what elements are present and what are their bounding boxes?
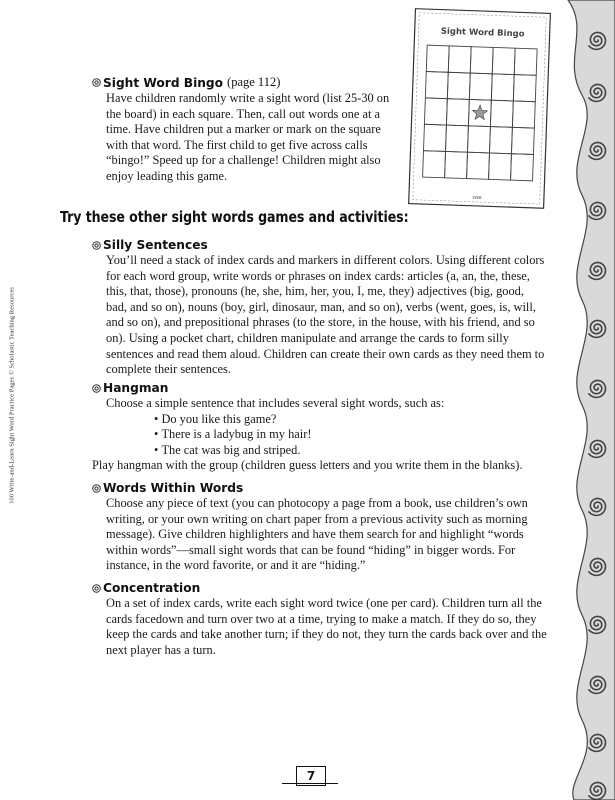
- bingo-activity: [92, 75, 547, 185]
- section-heading: Try these other sight words games and activities:: [60, 208, 409, 226]
- bingo-activity-title-row: [92, 75, 547, 90]
- swirl-bullet-icon: [92, 584, 101, 593]
- silly-sentences-title: Silly Sentences: [103, 238, 208, 252]
- hangman-after: Play hangman with the group (children guess letters and you write them in the blanks).: [92, 458, 523, 473]
- copyright-credit: 100 Write-and-Learn Sight Word Practice Pages © Scholastic Teaching Resources: [8, 287, 16, 504]
- silly-sentences-title-row: [92, 238, 547, 252]
- bingo-activity-title: Sight Word Bingo: [103, 75, 224, 90]
- hangman-example: • The cat was big and striped.: [154, 443, 547, 459]
- hangman-example-list: [92, 412, 547, 459]
- words-within-words-title-row: [92, 481, 547, 495]
- swirl-bullet-icon: [92, 384, 101, 393]
- bingo-activity-body: Have children randomly write a sight word (list 25-30 on the board) in each square. Then, call out words one at a time. Have children put a marker or mark on the square with that word. The first child to get five across calls “bingo!” Speed up for a challenge! Children might also enjoy leading this game.: [106, 91, 390, 183]
- hangman-activity: [92, 381, 547, 474]
- concentration-activity: [92, 581, 547, 658]
- words-within-words-body: Choose any piece of text (you can photocopy a page from a book, use children’s own writing, or your own writing on chart paper from a previous activity such as morning message). Give children highlighters and have them search for and highlight “words within words”—small sight words that can be found “hiding” in bigger words. For instance, in the word favorite, or and it are “hiding.”: [106, 496, 528, 573]
- words-within-words-title: Words Within Words: [103, 481, 244, 495]
- words-within-words-activity: [92, 481, 547, 574]
- bingo-page-ref: (page 112): [227, 75, 281, 89]
- hangman-title-row: [92, 381, 547, 395]
- hangman-title: Hangman: [103, 381, 169, 395]
- swirl-border-decoration: [560, 0, 615, 800]
- concentration-body: On a set of index cards, write each sight word twice (one per card). Children turn all the cards facedown and turn over two at a time, trying to make a match. If they do so, they keep the cards and take another turn; if they do not, they turn the cards back over and the next player has a turn.: [106, 596, 547, 657]
- concentration-title-row: [92, 581, 547, 595]
- hangman-example: • There is a ladybug in my hair!: [154, 427, 547, 443]
- swirl-bullet-icon: [92, 78, 101, 87]
- silly-sentences-body: You’ll need a stack of index cards and markers in different colors. Using different colors for each word group, write words or phrases on index cards: articles (a, an, the, these, this, that, those), pronouns (he, she, him, her, you, I, me, they) adjectives (big, good, bad, and so on), nouns (boy, girl, dinosaur, man, and so on), verbs (went, goes, is, will, and so on), and prepositional phrases (to the store, in the house, with his friend, and so on). Using a pocket chart, children manipulate and arrange the cards to form silly sentences and read them aloud. Children can create their own cards as they need them to complete their sentences.: [106, 253, 545, 377]
- page-number-rule: [282, 783, 338, 784]
- hangman-example: • Do you like this game?: [154, 412, 547, 428]
- silly-sentences-activity: [92, 238, 547, 378]
- swirl-bullet-icon: [92, 241, 101, 250]
- swirl-bullet-icon: [92, 484, 101, 493]
- hangman-intro: Choose a simple sentence that includes several sight words, such as:: [106, 396, 445, 410]
- page-number: 7: [296, 766, 326, 786]
- bingo-thumbnail-footer: SWB: [472, 194, 482, 201]
- bingo-thumbnail-title: Sight Word Bingo: [440, 26, 525, 40]
- concentration-title: Concentration: [103, 581, 201, 595]
